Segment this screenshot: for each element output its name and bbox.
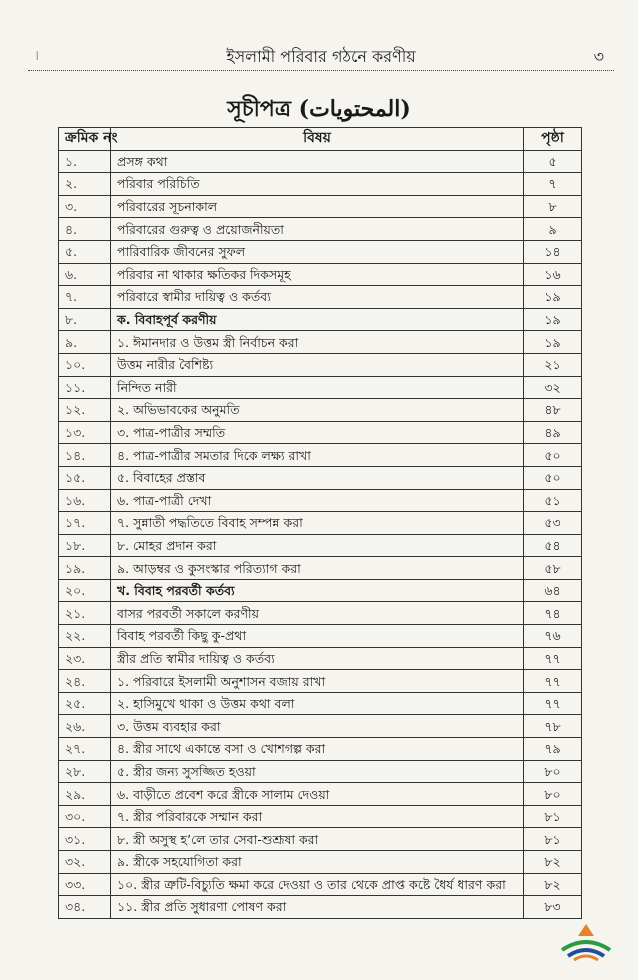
- subject-cell: ৯. আড়ম্বর ও কুসংস্কার পরিত্যাগ করা: [111, 557, 524, 580]
- subject-column-header: বিষয়: [111, 128, 524, 151]
- table-row: [59, 828, 582, 851]
- subject-cell: ৮. স্ত্রী অসুস্থ হ’লে তার সেবা-শুশ্রূষা করা: [111, 828, 524, 851]
- subject-cell: পরিবার না থাকার ক্ষতিকর দিকসমূহ: [111, 263, 524, 286]
- page-number-cell: ৮: [524, 195, 582, 218]
- page-number-cell: ৭৭: [524, 692, 582, 715]
- table-row: [59, 218, 582, 241]
- subject-cell: ২. হাসিমুখে থাকা ও উত্তম কথা বলা: [111, 692, 524, 715]
- subject-cell: প্রসঙ্গ কথা: [111, 150, 524, 173]
- page-number-cell: ৮৩: [524, 896, 582, 919]
- table-row: [59, 557, 582, 580]
- serial-number-cell: ১৩.: [59, 421, 111, 444]
- table-row: [59, 173, 582, 196]
- page-number-cell: ৭৮: [524, 715, 582, 738]
- page-number-cell: ৮১: [524, 805, 582, 828]
- table-row: [59, 286, 582, 309]
- subject-cell: ৪. পাত্র-পাত্রীর সমতার দিকে লক্ষ্য রাখা: [111, 444, 524, 467]
- page-number-cell: ১৯: [524, 308, 582, 331]
- subject-cell: ১. ঈমানদার ও উত্তম স্ত্রী নির্বাচন করা: [111, 331, 524, 354]
- page-number-cell: ২১: [524, 353, 582, 376]
- page-number-cell: ৭৪: [524, 602, 582, 625]
- page-number-cell: ৮২: [524, 873, 582, 896]
- table-row: [59, 376, 582, 399]
- page-number-cell: ৫৪: [524, 534, 582, 557]
- subject-cell: খ. বিবাহ পরবর্তী কর্তব্য: [111, 579, 524, 602]
- serial-number-cell: ৩৩.: [59, 873, 111, 896]
- serial-number-cell: ১.: [59, 150, 111, 173]
- serial-number-cell: ৩০.: [59, 805, 111, 828]
- serial-number-cell: ২৪.: [59, 670, 111, 693]
- subject-cell: পরিবারের সূচনাকাল: [111, 195, 524, 218]
- serial-column-header: ক্রমিক নং: [59, 128, 111, 151]
- page-number-cell: ৩২: [524, 376, 582, 399]
- serial-number-cell: ৩২.: [59, 851, 111, 874]
- subject-cell: ৩. পাত্র-পাত্রীর সম্মতি: [111, 421, 524, 444]
- contents-table-body: [59, 150, 582, 918]
- page-number: ৩: [593, 47, 604, 66]
- table-row: [59, 308, 582, 331]
- table-row: [59, 873, 582, 896]
- table-row: [59, 579, 582, 602]
- subject-cell: ক. বিবাহপূর্ব করণীয়: [111, 308, 524, 331]
- serial-number-cell: ২৩.: [59, 647, 111, 670]
- subject-cell: ৩. উত্তম ব্যবহার করা: [111, 715, 524, 738]
- serial-number-cell: ২.: [59, 173, 111, 196]
- page-number-cell: ১৬: [524, 263, 582, 286]
- subject-cell: ৫. স্ত্রীর জন্য সুসজ্জিত হওয়া: [111, 760, 524, 783]
- serial-number-cell: ৪.: [59, 218, 111, 241]
- serial-number-cell: ১৮.: [59, 534, 111, 557]
- toc-heading: [0, 92, 638, 129]
- toc-heading-bengali: সূচীপত্র: [227, 97, 291, 122]
- serial-number-cell: ২২.: [59, 625, 111, 648]
- page-number-cell: ৮২: [524, 851, 582, 874]
- page-number-cell: ৭৬: [524, 625, 582, 648]
- table-row: [59, 670, 582, 693]
- running-header-title: ইসলামী পরিবার গঠনে করণীয়: [226, 47, 416, 66]
- contents-table: [58, 127, 582, 919]
- serial-number-cell: ৯.: [59, 331, 111, 354]
- serial-number-cell: ৩৪.: [59, 896, 111, 919]
- table-row: [59, 760, 582, 783]
- subject-cell: স্ত্রীর প্রতি স্বামীর দায়িত্ব ও কর্তব্য: [111, 647, 524, 670]
- page-number-cell: ৮০: [524, 783, 582, 806]
- serial-number-cell: ১১.: [59, 376, 111, 399]
- page-number-cell: ৮০: [524, 760, 582, 783]
- table-row: [59, 534, 582, 557]
- subject-cell: ১০. স্ত্রীর ত্রুটি-বিচ্যুতি ক্ষমা করে দেওয়া ও তার থেকে প্রাপ্ত কষ্টে ধৈর্য ধারণ করা: [111, 873, 524, 896]
- table-row: [59, 466, 582, 489]
- page-number-cell: ৭৭: [524, 670, 582, 693]
- page-number-cell: ১৯: [524, 286, 582, 309]
- serial-number-cell: ২৫.: [59, 692, 111, 715]
- table-row: [59, 240, 582, 263]
- serial-number-cell: ৩.: [59, 195, 111, 218]
- subject-cell: ৬. বাড়ীতে প্রবেশ করে স্ত্রীকে সালাম দেওয়া: [111, 783, 524, 806]
- subject-cell: পরিবার পরিচিতি: [111, 173, 524, 196]
- page-number-cell: ৫০: [524, 466, 582, 489]
- subject-cell: ৯. স্ত্রীকে সহযোগিতা করা: [111, 851, 524, 874]
- page-number-cell: ৪৮: [524, 399, 582, 422]
- serial-number-cell: ২০.: [59, 579, 111, 602]
- page-column-header: পৃষ্ঠা: [524, 128, 582, 151]
- subject-cell: ৮. মোহর প্রদান করা: [111, 534, 524, 557]
- table-row: [59, 399, 582, 422]
- page-number-cell: ৫০: [524, 444, 582, 467]
- table-row: [59, 263, 582, 286]
- page-number-cell: ৭৭: [524, 647, 582, 670]
- serial-number-cell: ২৯.: [59, 783, 111, 806]
- subject-cell: নিন্দিত নারী: [111, 376, 524, 399]
- serial-number-cell: ১৯.: [59, 557, 111, 580]
- subject-cell: পরিবারে স্বামীর দায়িত্ব ও কর্তব্য: [111, 286, 524, 309]
- toc-heading-arabic: (المحتويات): [298, 96, 411, 122]
- publisher-logo-icon: [556, 920, 616, 964]
- table-row: [59, 625, 582, 648]
- margin-mark: ।: [34, 48, 40, 64]
- table-row: [59, 353, 582, 376]
- table-row: [59, 331, 582, 354]
- table-row: [59, 444, 582, 467]
- serial-number-cell: ৬.: [59, 263, 111, 286]
- subject-cell: ৫. বিবাহের প্রস্তাব: [111, 466, 524, 489]
- table-row: [59, 851, 582, 874]
- page-number-cell: ৪৯: [524, 421, 582, 444]
- serial-number-cell: ৩১.: [59, 828, 111, 851]
- page-number-cell: ৫৮: [524, 557, 582, 580]
- table-row: [59, 805, 582, 828]
- table-row: [59, 512, 582, 535]
- subject-cell: ৬. পাত্র-পাত্রী দেখা: [111, 489, 524, 512]
- page-number-cell: ৫৩: [524, 512, 582, 535]
- table-row: [59, 489, 582, 512]
- serial-number-cell: ২৭.: [59, 738, 111, 761]
- subject-cell: ৪. স্ত্রীর সাথে একান্তে বসা ও খোশগল্প করা: [111, 738, 524, 761]
- serial-number-cell: ১০.: [59, 353, 111, 376]
- serial-number-cell: ২১.: [59, 602, 111, 625]
- table-row: [59, 896, 582, 919]
- serial-number-cell: ১৬.: [59, 489, 111, 512]
- page-number-cell: ৭: [524, 173, 582, 196]
- subject-cell: ১১. স্ত্রীর প্রতি সুধারণা পোষণ করা: [111, 896, 524, 919]
- subject-cell: বাসর পরবর্তী সকালে করণীয়: [111, 602, 524, 625]
- subject-cell: উত্তম নারীর বৈশিষ্ট্য: [111, 353, 524, 376]
- serial-number-cell: ৮.: [59, 308, 111, 331]
- serial-number-cell: ২৬.: [59, 715, 111, 738]
- subject-cell: ৭. সুন্নাতী পদ্ধতিতে বিবাহ সম্পন্ন করা: [111, 512, 524, 535]
- table-row: [59, 738, 582, 761]
- subject-cell: পরিবারের গুরুত্ব ও প্রয়োজনীয়তা: [111, 218, 524, 241]
- page-number-cell: ৯: [524, 218, 582, 241]
- table-row: [59, 647, 582, 670]
- table-row: [59, 692, 582, 715]
- serial-number-cell: ৭.: [59, 286, 111, 309]
- page-number-cell: ৮১: [524, 828, 582, 851]
- page-number-cell: ১৯: [524, 331, 582, 354]
- serial-number-cell: ৫.: [59, 240, 111, 263]
- table-row: [59, 715, 582, 738]
- subject-cell: ৭. স্ত্রীর পরিবারকে সম্মান করা: [111, 805, 524, 828]
- table-row: [59, 602, 582, 625]
- serial-number-cell: ১২.: [59, 399, 111, 422]
- page-number-cell: ৫: [524, 150, 582, 173]
- subject-cell: ১. পরিবারে ইসলামী অনুশাসন বজায় রাখা: [111, 670, 524, 693]
- serial-number-cell: ২৮.: [59, 760, 111, 783]
- subject-cell: বিবাহ পরবর্তী কিছু কু-প্রথা: [111, 625, 524, 648]
- running-header: [28, 40, 614, 71]
- page-number-cell: ৬৪: [524, 579, 582, 602]
- serial-number-cell: ১৫.: [59, 466, 111, 489]
- table-row: [59, 150, 582, 173]
- serial-number-cell: ১৪.: [59, 444, 111, 467]
- table-header-row: [59, 128, 582, 151]
- table-row: [59, 783, 582, 806]
- page-number-cell: ৭৯: [524, 738, 582, 761]
- serial-number-cell: ১৭.: [59, 512, 111, 535]
- subject-cell: ২. অভিভাবকের অনুমতি: [111, 399, 524, 422]
- table-row: [59, 421, 582, 444]
- table-row: [59, 195, 582, 218]
- page-number-cell: ৫১: [524, 489, 582, 512]
- page-number-cell: ১৪: [524, 240, 582, 263]
- subject-cell: পারিবারিক জীবনের সুফল: [111, 240, 524, 263]
